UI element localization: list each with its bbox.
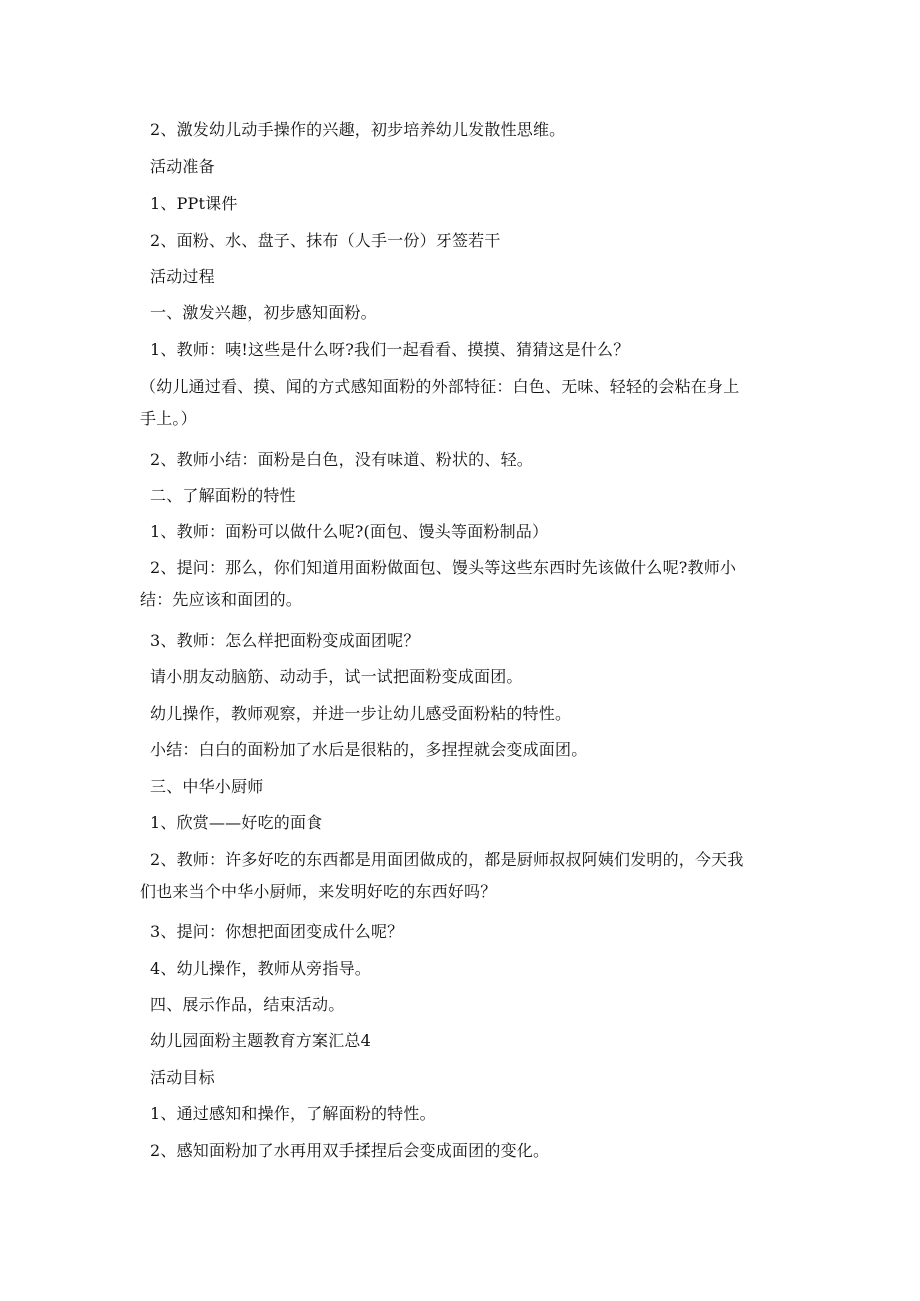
- section-heading: 二、了解面粉的特性: [150, 486, 296, 505]
- section-heading: 活动准备: [150, 157, 215, 176]
- text-line: 3、提问：你想把面团变成什么呢？: [150, 922, 404, 941]
- text-line: 1、欣赏——好吃的面食: [150, 813, 323, 832]
- text-line: 1、通过感知和操作，了解面粉的特性。: [150, 1104, 436, 1123]
- text-line: 2、面粉、水、盘子、抹布（人手一份）牙签若干: [150, 231, 501, 250]
- text-line: （幼儿通过看、摸、闻的方式感知面粉的外部特征：白色、无味、轻轻的会粘在身上: [140, 377, 740, 396]
- text-line: 们也来当个中华小厨师，来发明好吃的东西好吗？: [140, 882, 497, 901]
- section-heading: 活动过程: [150, 267, 215, 286]
- text-line: 结：先应该和面团的。: [140, 590, 303, 609]
- text-line: 小结：白白的面粉加了水后是很粘的，多捏捏就会变成面团。: [150, 740, 588, 759]
- text-line: 幼儿操作，教师观察，并进一步让幼儿感受面粉粘的特性。: [150, 704, 572, 723]
- text-line: 手上。）: [140, 409, 197, 428]
- text-line: 3、教师：怎么样把面粉变成面团呢？: [150, 631, 420, 650]
- section-heading: 活动目标: [150, 1068, 215, 1087]
- text-line: 一、激发兴趣，初步感知面粉。: [150, 303, 377, 322]
- text-line: 2、激发幼儿动手操作的兴趣，初步培养幼儿发散性思维。: [150, 120, 566, 139]
- text-line: 1、教师：咦!这些是什么呀?我们一起看看、摸摸、猜猜这是什么？: [150, 340, 630, 359]
- text-line: 2、提问：那么，你们知道用面粉做面包、馒头等这些东西时先该做什么呢?教师小: [150, 558, 737, 577]
- section-heading: 三、中华小厨师: [150, 777, 264, 796]
- section-heading: 四、展示作品，结束活动。: [150, 995, 345, 1014]
- text-line: 2、感知面粉加了水再用双手揉捏后会变成面团的变化。: [150, 1141, 550, 1160]
- document-title: 幼儿园面粉主题教育方案汇总4: [150, 1031, 371, 1050]
- text-line: 请小朋友动脑筋、动动手，试一试把面粉变成面团。: [150, 667, 523, 686]
- text-line: 1、PPt课件: [150, 194, 238, 213]
- text-line: 1、教师：面粉可以做什么呢?(面包、馒头等面粉制品）: [150, 522, 549, 541]
- text-line: 2、教师：许多好吃的东西都是用面团做成的，都是厨师叔叔阿姨们发明的，今天我: [150, 850, 744, 869]
- text-line: 4、幼儿操作，教师从旁指导。: [150, 959, 371, 978]
- text-line: 2、教师小结：面粉是白色，没有味道、粉状的、轻。: [150, 450, 533, 469]
